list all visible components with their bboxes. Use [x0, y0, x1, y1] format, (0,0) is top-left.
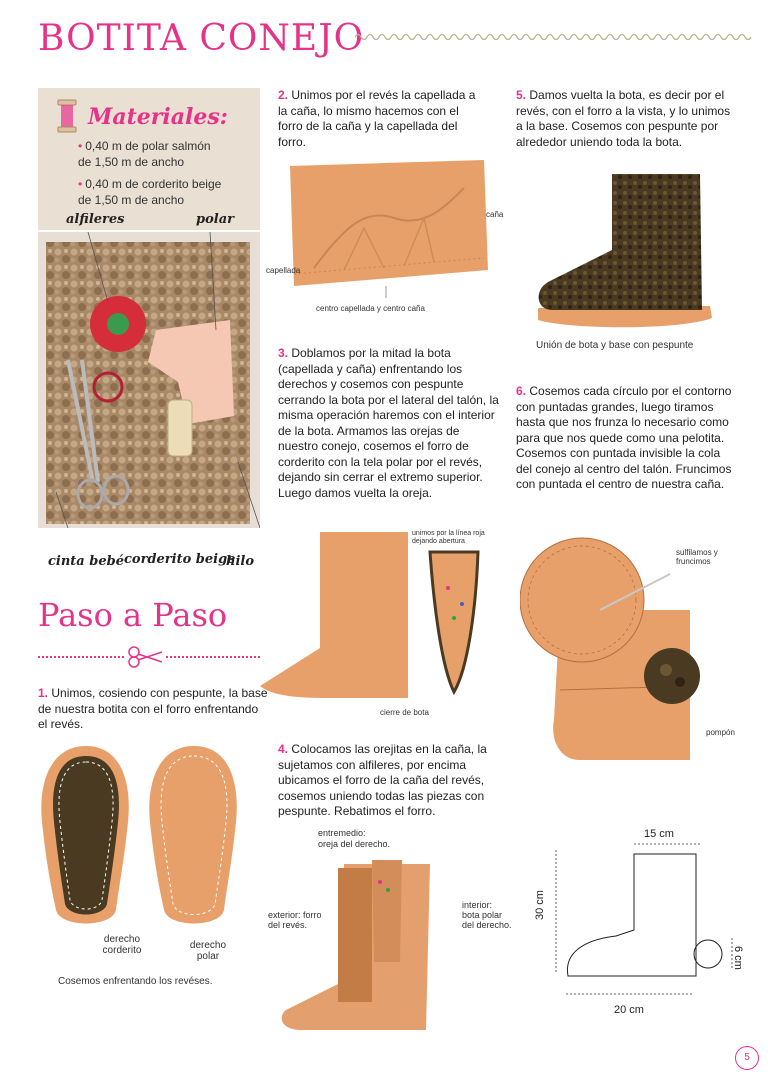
- step-3: 3. Doblamos por la mitad la bota (capellada y caña) enfrentando los derechos y cosemos con pespunte cerrando la bota por el lateral del talón, la misma operación haremos con el interior de la bota. Armamos las orejas de nuestro conejo, cosemos el forro de corderito con la tela polar por el revés, dejando sin cerrar el extremo superior. Luego damos vuelta la oreja.: [278, 346, 499, 500]
- boot-pattern-diagram: [552, 842, 752, 1002]
- capellada-cana-illustration: [284, 158, 494, 298]
- materials-heading: Materiales:: [88, 104, 228, 130]
- label-polar: polar: [196, 212, 234, 227]
- caption-capellada: capellada: [266, 266, 301, 275]
- sole-corderito-illustration: [36, 742, 136, 932]
- step-6: 6. Cosemos cada círculo por el contorno con puntadas grandes, luego tiramos hasta que nos frunza lo necesario como para que nos quede como una pelotita. Cosemos con puntada invisible la cola del conejo al centro del talón. Fruncimos con puntada el centro de nuestra caña.: [516, 384, 732, 491]
- boot-fur-illustration: [532, 170, 718, 332]
- sole-polar-illustration: [144, 742, 244, 932]
- caption-cana: caña: [486, 210, 504, 219]
- dimension-bottom: 20 cm: [614, 1004, 644, 1016]
- section-heading: Paso a Paso: [38, 596, 228, 634]
- caption-derecho-polar: derecho polar: [189, 940, 227, 962]
- label-corderito-beige: corderito beige: [124, 552, 236, 567]
- boot-assembly-illustration: [276, 852, 466, 1032]
- label-hilo: hilo: [226, 554, 254, 569]
- label-cinta-bebe: cinta bebé: [48, 554, 124, 569]
- boot-folded-illustration: [258, 528, 418, 704]
- label-alfileres: alfileres: [66, 212, 125, 227]
- caption-cierre: cierre de bota: [380, 708, 429, 717]
- material-item: • 0,40 m de polar salmón de 1,50 m de ancho: [78, 139, 211, 169]
- ear-illustration: [424, 548, 484, 698]
- dimension-height: 30 cm: [534, 890, 546, 920]
- caption-interior: interior: bota polar del derecho.: [462, 900, 512, 930]
- step-5: 5. Damos vuelta la bota, es decir por el revés, con el forro a la vista, y lo unimos a la base. Cosemos con pespunte por alrededor uniendo toda la bota.: [516, 88, 731, 149]
- step-1: 1. Unimos, cosiendo con pespunte, la base de nuestra botita con el forro enfrentando el revés.: [38, 686, 268, 731]
- caption-cosemos-reveses: Cosemos enfrentando los revéses.: [58, 976, 213, 987]
- material-item: • 0,40 m de corderito beige de 1,50 m de ancho: [78, 177, 222, 207]
- scissors-icon: [126, 644, 166, 670]
- dimension-top: 15 cm: [644, 828, 674, 840]
- page-title: BOTITA CONEJO: [38, 18, 365, 59]
- dimension-pompom: 6 cm: [732, 946, 744, 970]
- caption-unimos-linea: unimos por la línea roja dejando abertura: [412, 530, 485, 545]
- caption-sulfilamos: sulfilamos y fruncimos: [676, 548, 718, 566]
- step-2: 2. Unimos por el revés la capellada a la caña, lo mismo hacemos con el forro de la caña y la capellada del forro.: [278, 88, 476, 149]
- caption-derecho-corderito: derecho corderito: [102, 934, 142, 956]
- page-number: 5: [735, 1046, 759, 1070]
- caption-pompon: pompón: [706, 728, 735, 737]
- caption-exterior: exterior: forro del revés.: [268, 910, 322, 930]
- caption-union: Unión de bota y base con pespunte: [536, 340, 694, 351]
- caption-centro: centro capellada y centro caña: [316, 304, 425, 313]
- step-4: 4. Colocamos las orejitas en la caña, la sujetamos con alfileres, por encima ubicamos el forro de la caña del revés, cosemos uniendo todas las piezas con pespunte. Rebatimos el forro.: [278, 742, 487, 818]
- caption-entremedio: entremedio: oreja del derecho.: [318, 828, 391, 849]
- materials-photo: [38, 232, 260, 528]
- wavy-divider: [355, 30, 755, 44]
- thread-spool-icon: [52, 98, 82, 134]
